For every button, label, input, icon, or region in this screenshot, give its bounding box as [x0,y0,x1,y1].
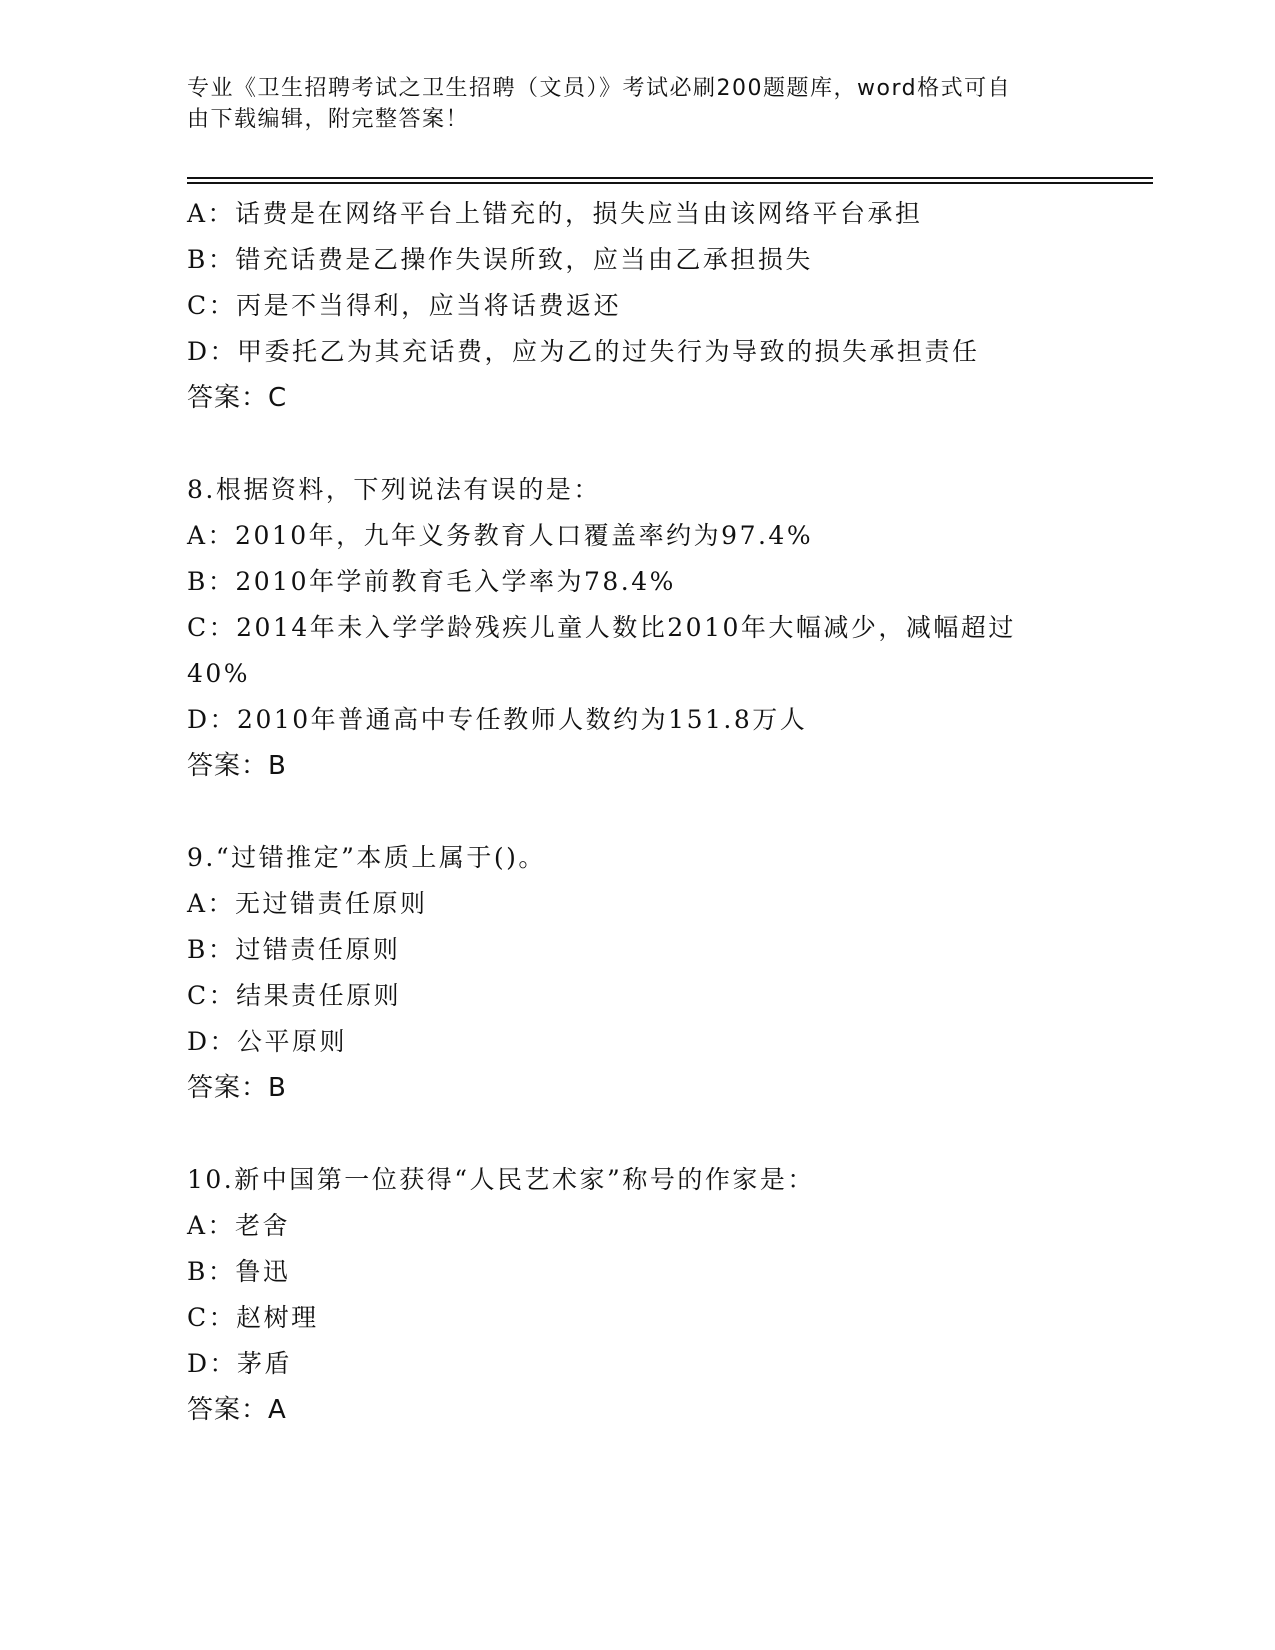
q8-option-d: D：2010年普通高中专任教师人数约为151.8万人 [187,705,808,734]
q7-option-b: B：错充话费是乙操作失误所致，应当由乙承担损失 [187,245,813,274]
q7-answer: 答案：C [187,383,288,413]
q7-option-c: C：丙是不当得利，应当将话费返还 [187,291,622,320]
q7-option-a: A：话费是在网络平台上错充的，损失应当由该网络平台承担 [187,199,923,228]
document-header [187,73,1067,135]
q9-option-c: C：结果责任原则 [187,981,402,1010]
q8-option-c-line-1: C：2014年未入学学龄残疾儿童人数比2010年大幅减少，减幅超过 [187,613,1016,642]
header-line-1: 专业《卫生招聘考试之卫生招聘（文员）》考试必刷200题题库，word格式可自 [187,76,1012,101]
q8-option-b: B：2010年学前教育毛入学率为78.4% [187,567,676,596]
q8-option-c-line-2: 40% [187,659,251,688]
question-8-block [187,467,1107,789]
q10-option-c: C：赵树理 [187,1303,319,1332]
question-10-block [187,1157,1107,1433]
q10-answer: 答案：A [187,1395,287,1425]
q10-option-a: A：老舍 [187,1211,291,1240]
q10-question: 10.新中国第一位获得“人民艺术家”称号的作家是： [187,1165,815,1194]
q9-answer: 答案：B [187,1073,287,1103]
q9-option-a: A：无过错责任原则 [187,889,428,918]
q10-option-b: B：鲁迅 [187,1257,291,1286]
q9-question: 9.“过错推定”本质上属于()。 [187,843,546,872]
header-divider-bottom [187,182,1153,184]
q7-option-d: D：甲委托乙为其充话费，应为乙的过失行为导致的损失承担责任 [187,337,980,366]
question-7-block [187,191,1107,421]
header-line-2: 由下载编辑，附完整答案！ [187,107,470,132]
question-list [187,191,1107,1433]
question-9-block [187,835,1107,1111]
q9-option-d: D：公平原则 [187,1027,348,1056]
q8-question: 8.根据资料，下列说法有误的是： [187,475,601,504]
q9-option-b: B：过错责任原则 [187,935,401,964]
q10-option-d: D：茅盾 [187,1349,293,1378]
q8-option-a: A：2010年，九年义务教育人口覆盖率约为97.4% [187,521,814,550]
header-divider-top [187,177,1153,179]
q8-answer: 答案：B [187,751,287,781]
